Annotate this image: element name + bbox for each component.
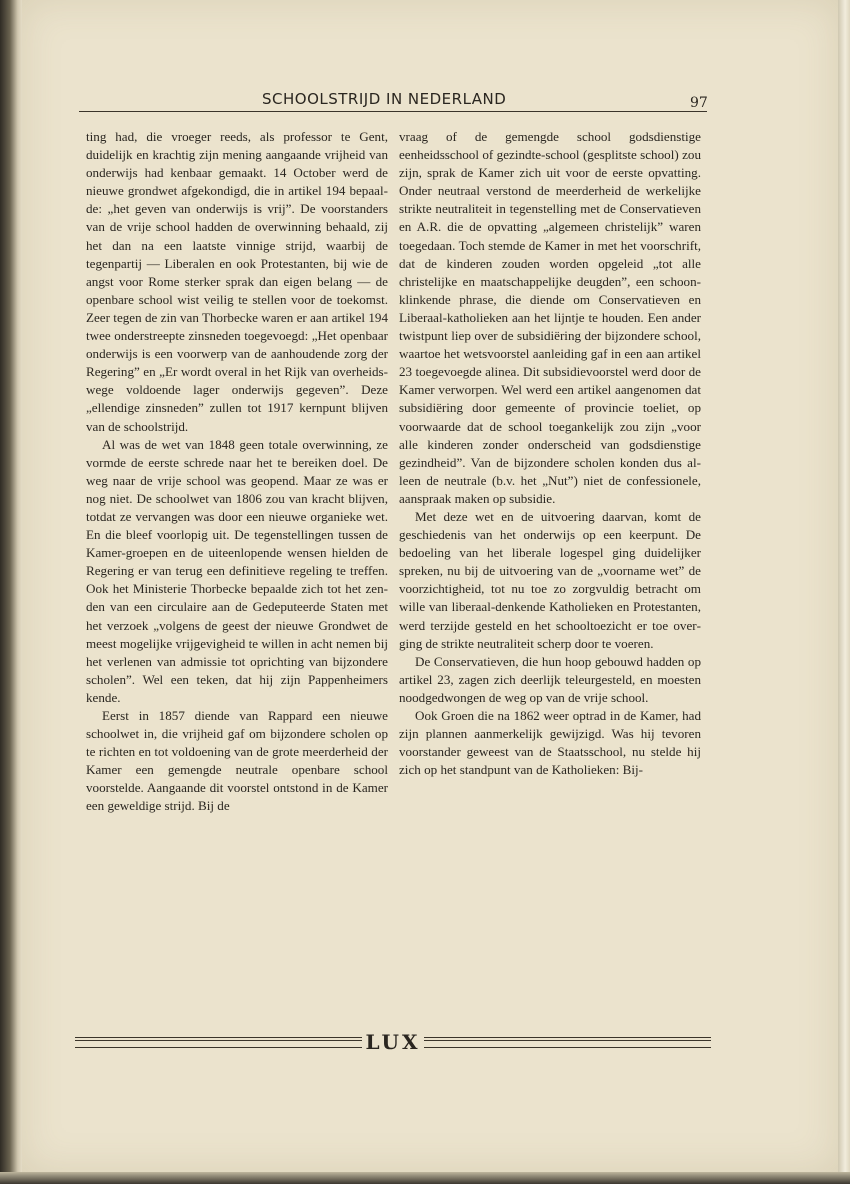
running-header-title: SCHOOLSTRIJD IN NEDERLAND: [262, 90, 507, 108]
book-binding-edge: [0, 0, 22, 1184]
paragraph: Met deze wet en de uitvoering daarvan, komt de geschiedenis van het onderwijs op een keerpunt. De bedoeling van het liberale logespel ging duidelijker spreken, nu bij de uitvoering van de „voorname wet” de voorzichtigheid, tot nu toe zo zorgvuldig betracht om wille van liberaal-denkende Katholieken en Protestanten, werd terzijde gesteld en het schooltoezicht er toe overging de strikte neutraliteit scherp door te voeren.: [399, 508, 701, 651]
paragraph: ting had, die vroeger reeds, als professor te Gent, duidelijk en krachtig zijn mening aangaande vrijheid van onderwijs had kenbaar gemaakt. 14 October werd de nieuwe grondwet afgekondigd, die in artikel 194 bepaalde: „het geven van onderwijs is vrij”. De voorstanders van de vrije school hadden de overwinning behaald, zij het dan na een laatste vinnige strijd, waarbij de tegenpartij — Liberalen en ook Protestanten, bij wie de angst voor Rome sterker sprak dan eigen belang — de openbare school wist veilig te stellen voor de toekomst. Zeer tegen de zin van Thorbecke waren er aan artikel 194 twee onderstreepte zinsneden toegevoegd: „Het openbaar onderwijs is een voorwerp van de aanhoudende zorg der Regering” en „Er wordt overal in het Rijk van overheidswege voldoende lager onderwijs gegeven”. Deze „ellendige zinsneden” zullen tot 1917 kernpunt blijven van de schoolstrijd.: [86, 129, 388, 434]
paragraph: Eerst in 1857 diende van Rappard een nieuwe schoolwet in, die vrijheid gaf om bijzondere scholen op te richten en tot voldoening van de grote meerderheid der Kamer een gemengde neutrale openbare school voorstelde. Aangaande dit voorstel ontstond in de Kamer een geweldige strijd. Bij de: [86, 708, 388, 814]
footer-rule-left: [75, 1037, 362, 1048]
left-text-column: [86, 128, 388, 816]
page-stack-edge: [838, 0, 850, 1184]
paragraph: De Conservatieven, die hun hoop gebouwd hadden op artikel 23, zagen zich deerlijk teleurgesteld, en moesten noodgedwongen de weg op van de vrije school.: [399, 653, 701, 705]
paragraph: vraag of de gemengde school godsdienstige eenheidsschool of gezindte-school (gesplitste school) zou zijn, sprak de Kamer zich uit voor de eerste opvatting. Onder neutraal verstond de meerderheid de werkelijke strikte neutraliteit in tegenstelling met de Conservatieven en A.R. die de opvatting „algemeen christelijk” waren toegedaan. Toch stemde de Kamer in met het voorschrift, dat de kinderen zouden worden opgeleid „tot alle christelijke en maatschappelijke deugden”, een schoon-klinkende phrase, die diende om Conservatieven en Liberaal-katholieken aan het lijntje te houden. Een ander twistpunt liep over de subsidiëring der bijzondere school, waartoe het wetsvoorstel aanleiding gaf in een aan artikel 23 toegevoegde alinea. Dit subsidievoorstel werd door de Kamer verworpen. Wel werd een artikel aangenomen dat subsidiëring door gemeente of provincie toeliet, op voorwaarde dat de school toegankelijk zou zijn „voor alle kinderen zonder onderscheid van godsdienstige gezindheid”. Van de bijzondere scholen konden dus alleen de neutrale (b.v. het „Nut”) niet de confessionele, aanspraak maken op subsidie.: [399, 129, 701, 506]
page-number: 97: [690, 95, 708, 111]
footer-logo-text: LUX: [365, 1030, 421, 1054]
header-rule: [79, 111, 707, 112]
paragraph: Al was de wet van 1848 geen totale overwinning, ze vormde de eerste schrede naar het te bereiken doel. De weg naar de vrije school was geopend. Maar ze was er nog niet. De schoolwet van 1806 zou van kracht blijven, totdat ze vervangen was door een nieuwe organieke wet. En die bleef voorlopig uit. De tegenstellingen tussen de Kamer-groepen en de uiteenlopende wensen hielden de Regering er van terug een definitieve regeling te treffen. Ook het Ministerie Thorbecke bepaalde zich tot het zenden van een circulaire aan de Gedeputeerde Staten met het verzoek „volgens de geest der nieuwe Grondwet de meest mogelijke vrijgevigheid te willen in acht nemen bij het verlenen van admissie tot oprichting van bijzondere scholen”. Wel een teken, dat hij zijn Pappenheimers kende.: [86, 436, 388, 705]
page-bottom-edge: [0, 1172, 850, 1184]
footer-rule-right: [424, 1037, 711, 1048]
footer-ornament: [75, 1032, 711, 1052]
paragraph: Ook Groen die na 1862 weer optrad in de Kamer, had zijn plannen aanmerkelijk gewijzigd. Was hij tevoren voorstander geweest van de Staatsschool, nu stelde hij zich op het standpunt van de Katholieken: Bij-: [399, 708, 701, 778]
right-text-column: [399, 128, 701, 779]
